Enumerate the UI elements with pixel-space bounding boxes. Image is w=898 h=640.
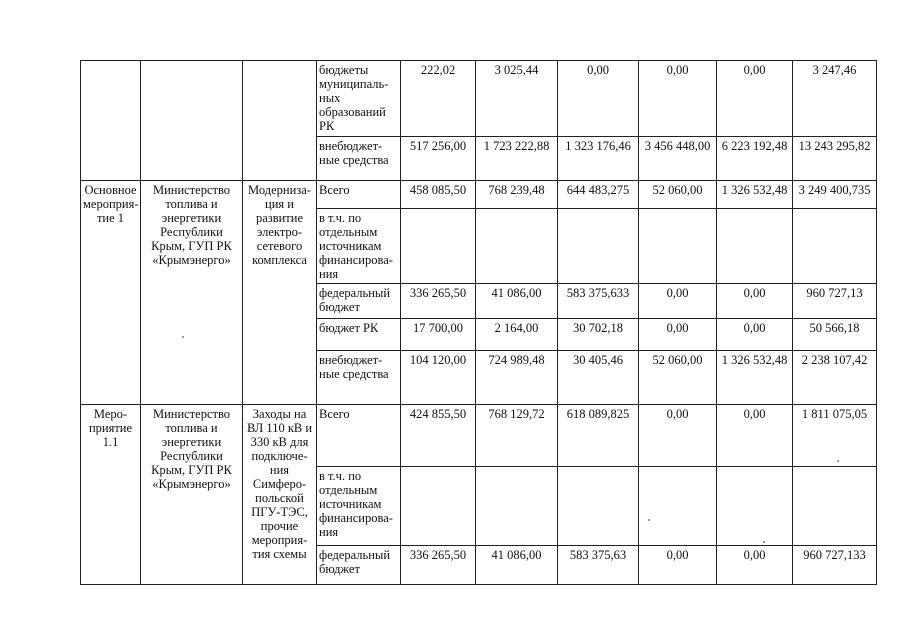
amount-cell	[717, 209, 793, 284]
amount-cell	[793, 467, 877, 546]
amount-cell: 3 249 400,735	[793, 181, 877, 209]
funding-source-cell: внебюджет-ные средства	[317, 137, 401, 181]
amount-cell: 0,00	[717, 61, 793, 137]
amount-cell: 424 855,50	[401, 405, 476, 467]
amount-cell: 517 256,00	[401, 137, 476, 181]
amount-cell	[476, 209, 558, 284]
amount-cell	[558, 209, 639, 284]
amount-cell: 1 811 075,05	[793, 405, 877, 467]
amount-cell: 2 164,00	[476, 319, 558, 351]
event-name-cell: Меро-приятие 1.1	[81, 405, 141, 585]
amount-cell: 583 375,63	[558, 546, 639, 585]
amount-cell: 3 456 448,00	[639, 137, 717, 181]
amount-cell: 52 060,00	[639, 181, 717, 209]
amount-cell: 0,00	[558, 61, 639, 137]
amount-cell: 583 375,633	[558, 284, 639, 319]
funding-source-cell: федеральный бюджет	[317, 546, 401, 585]
amount-cell: 0,00	[717, 546, 793, 585]
amount-cell: 724 989,48	[476, 351, 558, 405]
amount-cell: 336 265,50	[401, 284, 476, 319]
funding-source-cell: бюджеты муниципаль-ных образований РК	[317, 61, 401, 137]
executor-cell: Министерство топлива и энергетики Республики Крым, ГУП РК «Крымэнерго»	[141, 405, 243, 585]
amount-cell: 6 223 192,48	[717, 137, 793, 181]
amount-cell	[639, 209, 717, 284]
description-cell: Модерниза-ция и развитие электро-сетевого комплекса	[243, 181, 317, 405]
table-row	[81, 181, 877, 209]
amount-cell: 41 086,00	[476, 284, 558, 319]
funding-source-cell: федеральный бюджет	[317, 284, 401, 319]
budget-table	[80, 60, 877, 585]
amount-cell	[639, 467, 717, 546]
amount-cell: 0,00	[717, 319, 793, 351]
amount-cell: 0,00	[639, 61, 717, 137]
executor-cell	[141, 61, 243, 181]
amount-cell: 3 247,46	[793, 61, 877, 137]
amount-cell: 644 483,275	[558, 181, 639, 209]
funding-source-cell: бюджет РК	[317, 319, 401, 351]
amount-cell: 1 723 222,88	[476, 137, 558, 181]
amount-cell: 768 129,72	[476, 405, 558, 467]
amount-cell	[793, 209, 877, 284]
funding-source-cell: в т.ч. по отдельным источникам финансирова-ния	[317, 209, 401, 284]
amount-cell: 768 239,48	[476, 181, 558, 209]
amount-cell: 1 326 532,48	[717, 351, 793, 405]
amount-cell: 618 089,825	[558, 405, 639, 467]
amount-cell: 30 702,18	[558, 319, 639, 351]
description-cell	[243, 61, 317, 181]
funding-source-cell: внебюджет-ные средства	[317, 351, 401, 405]
amount-cell: 0,00	[639, 546, 717, 585]
amount-cell	[717, 467, 793, 546]
amount-cell: 458 085,50	[401, 181, 476, 209]
table-row	[81, 405, 877, 467]
amount-cell	[558, 467, 639, 546]
amount-cell: 222,02	[401, 61, 476, 137]
amount-cell: 0,00	[639, 319, 717, 351]
table-row	[81, 61, 877, 137]
amount-cell: 3 025,44	[476, 61, 558, 137]
amount-cell	[401, 467, 476, 546]
amount-cell: 960 727,133	[793, 546, 877, 585]
scan-speck	[648, 519, 650, 521]
event-name-cell: Основное мероприя-тие 1	[81, 181, 141, 405]
amount-cell: 0,00	[639, 405, 717, 467]
amount-cell: 336 265,50	[401, 546, 476, 585]
amount-cell: 0,00	[639, 284, 717, 319]
amount-cell: 17 700,00	[401, 319, 476, 351]
event-name-cell	[81, 61, 141, 181]
description-cell: Заходы на ВЛ 110 кВ и 330 кВ для подключе-ния Симферо-польской ПГУ-ТЭС, прочие мероприя-тия схемы	[243, 405, 317, 585]
funding-source-cell: Всего	[317, 405, 401, 467]
funding-source-cell: Всего	[317, 181, 401, 209]
amount-cell: 0,00	[717, 405, 793, 467]
amount-cell: 2 238 107,42	[793, 351, 877, 405]
amount-cell: 1 323 176,46	[558, 137, 639, 181]
amount-cell: 960 727,13	[793, 284, 877, 319]
scan-speck	[837, 460, 839, 462]
executor-cell: Министерство топлива и энергетики Республики Крым, ГУП РК «Крымэнерго»	[141, 181, 243, 405]
scan-speck	[763, 541, 765, 543]
amount-cell: 41 086,00	[476, 546, 558, 585]
amount-cell: 104 120,00	[401, 351, 476, 405]
funding-source-cell: в т.ч. по отдельным источникам финансирова-ния	[317, 467, 401, 546]
amount-cell: 0,00	[717, 284, 793, 319]
amount-cell	[476, 467, 558, 546]
amount-cell: 1 326 532,48	[717, 181, 793, 209]
amount-cell: 52 060,00	[639, 351, 717, 405]
amount-cell: 50 566,18	[793, 319, 877, 351]
amount-cell	[401, 209, 476, 284]
scan-speck	[182, 336, 184, 338]
amount-cell: 30 405,46	[558, 351, 639, 405]
amount-cell: 13 243 295,82	[793, 137, 877, 181]
